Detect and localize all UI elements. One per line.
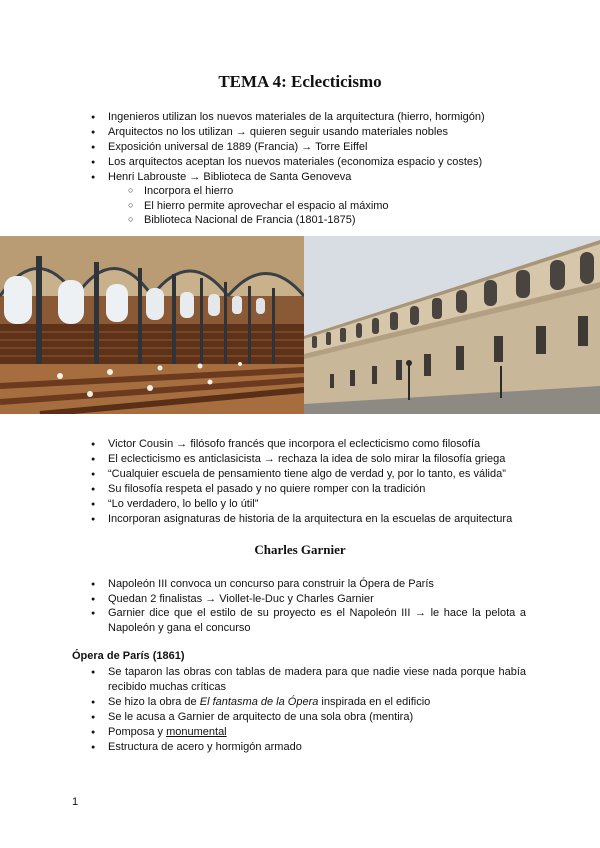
list-item: ● Exposición universal de 1889 (Francia) → Torre Eiffel — [108, 140, 367, 155]
sub-list-item: ○ Biblioteca Nacional de Francia (1801-1875) — [144, 213, 356, 228]
sub-list-item: ○ Incorpora el hierro — [144, 184, 233, 199]
list-item: ● “Lo verdadero, lo bello y lo útil” — [108, 497, 258, 512]
page-title: TEMA 4: Eclecticismo — [218, 72, 382, 91]
text-run: inspirada en el edificio — [318, 696, 431, 708]
list-item: ● Ingenieros utilizan los nuevos materiales de la arquitectura (hierro, hormigón) — [108, 110, 485, 125]
list-item — [108, 695, 430, 710]
section-title-garnier: Charles Garnier — [254, 542, 346, 557]
list-item: ● Henri Labrouste → Biblioteca de Santa Genoveva — [108, 170, 351, 185]
page-number: 1 — [72, 796, 79, 808]
facade-photo — [304, 236, 600, 414]
list-item: ● Su filosofía respeta el pasado y no quiere romper con la tradición — [108, 482, 425, 497]
list-item: ● Se le acusa a Garnier de arquitecto de una sola obra (mentira) — [108, 710, 413, 725]
list-item: ● Garnier dice que el estilo de su proyecto es el Napoleón III → le hace la pelota a Napoleón y gana el concurso — [108, 606, 526, 636]
list-item: ● Los arquitectos aceptan los nuevos materiales (economiza espacio y costes) — [108, 155, 482, 170]
list-item: ● Napoleón III convoca un concurso para construir la Ópera de París — [108, 577, 434, 592]
library-photos — [0, 236, 600, 414]
text-run: Se hizo la obra de — [108, 696, 200, 708]
list-item: ● Victor Cousin → filósofo francés que incorpora el eclecticismo como filosofía — [108, 437, 480, 452]
list-item: ● Incorporan asignaturas de historia de la arquitectura en la escuelas de arquitectura — [108, 512, 512, 527]
underlined-word: monumental — [166, 726, 227, 738]
opera-heading: Ópera de París (1861) — [72, 650, 185, 662]
reading-room-photo — [0, 236, 304, 414]
list-item: ● El eclecticismo es anticlasicista → rechaza la idea de solo mirar la filosofía griega — [108, 452, 505, 467]
sub-list-item: ○ El hierro permite aprovechar el espacio al máximo — [144, 199, 389, 214]
list-item: ● Arquitectos no los utilizan → quieren seguir usando materiales nobles — [108, 125, 448, 140]
list-item — [108, 725, 227, 740]
text-run: Pomposa y — [108, 726, 167, 738]
list-item: ● Se taparon las obras con tablas de madera para que nadie viese nada porque había recibido muchas críticas — [108, 665, 526, 695]
list-item: ● “Cualquier escuela de pensamiento tiene algo de verdad y, por lo tanto, es válida” — [108, 467, 506, 482]
list-item: ● Quedan 2 finalistas → Viollet-le-Duc y Charles Garnier — [108, 592, 374, 607]
list-item: ● Estructura de acero y hormigón armado — [108, 740, 302, 755]
work-title: El fantasma de la Ópera — [199, 696, 319, 708]
